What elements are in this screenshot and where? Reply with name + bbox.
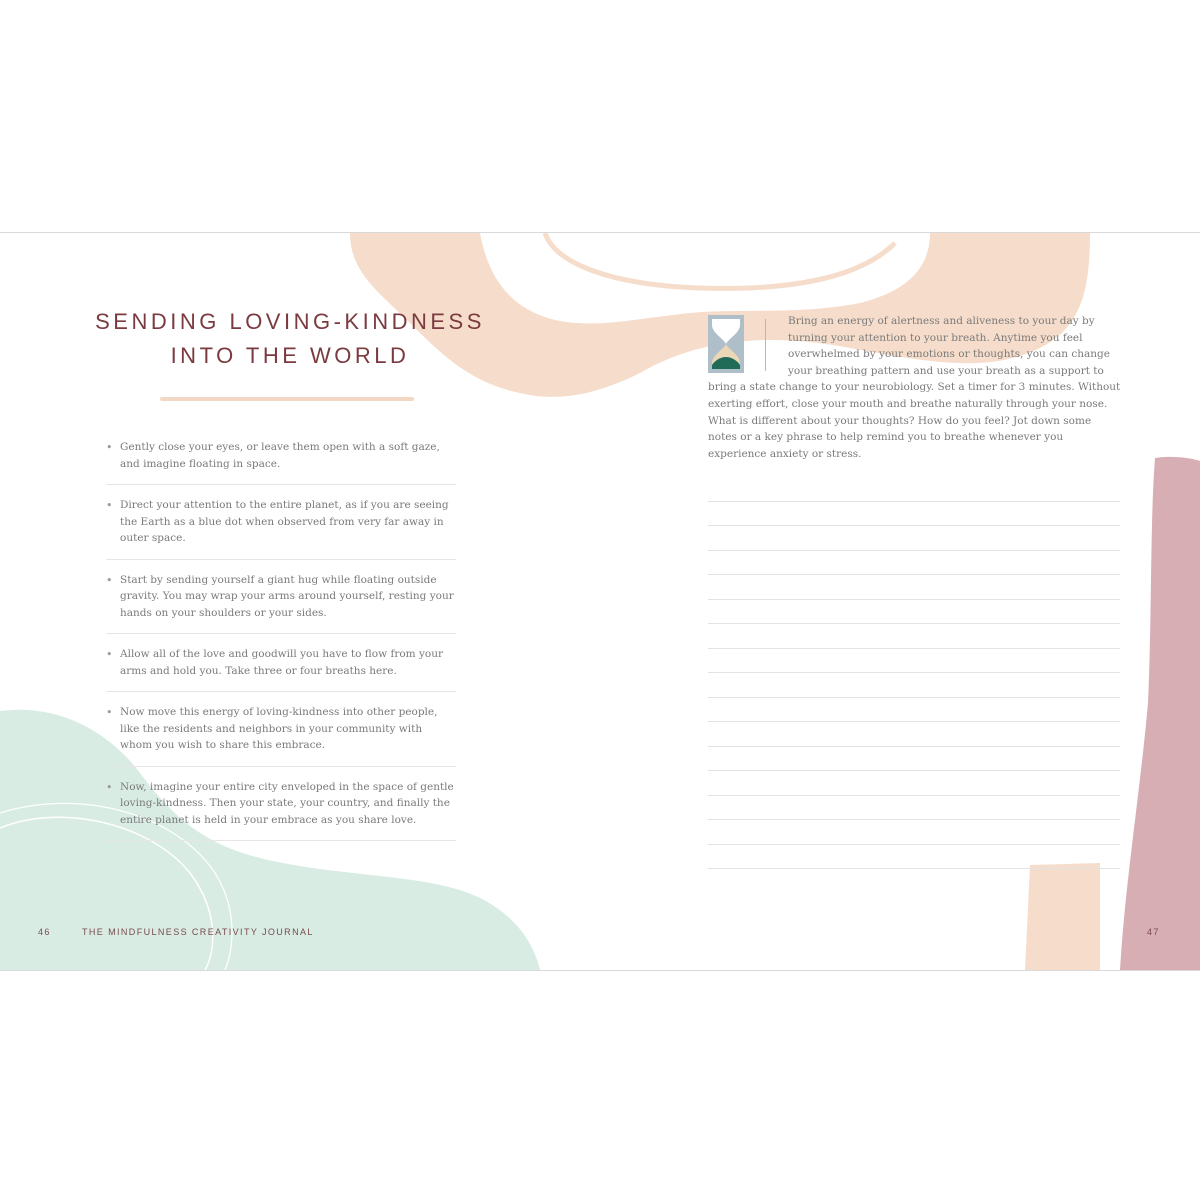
bullet-glyph: • [106,441,113,454]
writing-line[interactable] [708,649,1120,674]
bullet-glyph: • [106,573,113,587]
writing-line[interactable] [708,747,1120,772]
writing-line[interactable] [708,526,1120,551]
list-item [106,640,456,692]
intro-paragraph [708,313,1122,462]
title-line-1: SENDING LOVING-KINDNESS [95,309,485,334]
list-item [106,491,456,560]
bullet-glyph: • [106,780,113,794]
list-item [106,433,456,485]
bullet-glyph: • [106,706,113,719]
writing-line[interactable] [708,624,1120,649]
writing-line[interactable] [708,722,1120,747]
intro-text: Bring an energy of alertness and aliveness to your day by turning your attention to your breath. Anytime you feel overwhelmed by your emotions or thoughts, you can change your breathing pattern and use your breath as a support to bring a state change to your neurobiology. Set a timer for 3 minutes. Without exerting effort, close your mouth and breathe naturally through your nose. What is different about your thoughts? How do you feel? Jot down some notes or a key phrase to help remind you to breathe whenever you experience anxiety or stress. [708,315,1121,460]
writing-line[interactable] [708,771,1120,796]
meditation-steps-list [106,433,456,847]
list-item-text: Direct your attention to the entire planet, as if you are seeing the Earth as a blue dot when observed from very far away in outer space. [120,499,449,544]
writing-line[interactable] [708,600,1120,625]
writing-line[interactable] [708,551,1120,576]
peach-bar-shape [1025,863,1100,970]
writing-line[interactable] [708,698,1120,723]
list-item-text: Now, imagine your entire city enveloped in the space of gentle loving-kindness. Then your state, your country, and finally the entire planet is held in your embrace as you share love. [120,780,454,826]
writing-line[interactable] [708,796,1120,821]
writing-line[interactable] [708,502,1120,527]
book-spread [0,232,1200,971]
writing-line[interactable] [708,673,1120,698]
writing-lines[interactable] [708,477,1120,869]
bullet-glyph: • [106,648,113,661]
list-item [106,566,456,635]
list-item [106,773,456,842]
list-item-text: Allow all of the love and goodwill you have to flow from your arms and hold you. Take three or four breaths here. [120,648,444,677]
page-number-right: 47 [1147,927,1160,937]
rose-bar-shape [1120,457,1200,970]
bullet-glyph: • [106,499,113,512]
title-line-2: INTO THE WORLD [170,343,410,368]
list-item-text: Now move this energy of loving-kindness into other people, like the residents and neighbors in your community with whom you wish to share this embrace. [120,706,438,751]
writing-line[interactable] [708,820,1120,845]
list-item-text: Gently close your eyes, or leave them open with a soft gaze, and imagine floating in space. [120,441,440,470]
writing-line[interactable] [708,845,1120,870]
running-title: THE MINDFULNESS CREATIVITY JOURNAL [82,927,314,937]
page-number-left: 46 [38,927,51,937]
list-item [106,698,456,767]
writing-line[interactable] [708,575,1120,600]
writing-line[interactable] [708,477,1120,502]
page-title [60,305,520,373]
title-underline [160,397,414,401]
list-item-text: Start by sending yourself a giant hug while floating outside gravity. You may wrap your arms around yourself, resting your hands on your shoulders or your sides. [120,573,454,619]
